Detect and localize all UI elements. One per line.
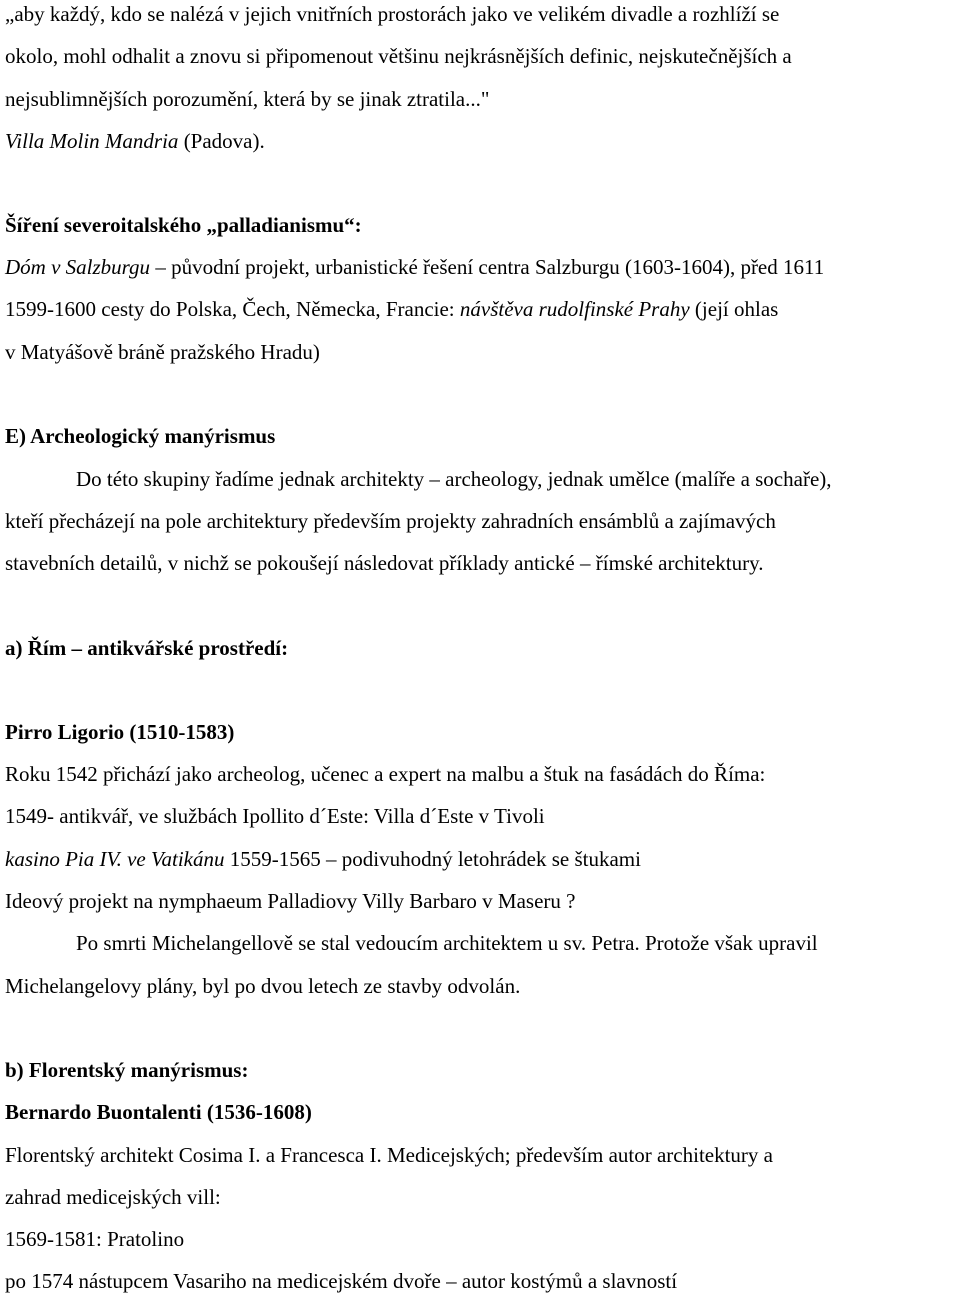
buontalenti-line-2: zahrad medicejských vill: xyxy=(5,1185,221,1209)
travels-text: 1599-1600 cesty do Polska, Čech, Německa, Francie: xyxy=(5,297,460,321)
section-heading-rome: a) Řím – antikvářské prostředí: xyxy=(5,636,289,660)
archeological-line-3: stavebních detailů, v nichž se pokoušejí následovat příklady antické – římské architektury. xyxy=(5,551,764,575)
section-heading-palladianism: Šíření severoitalského „palladianismu“: xyxy=(5,213,362,237)
buontalenti-line-1: Florentský architekt Cosima I. a Francesca I. Medicejských; především autor architektury a xyxy=(5,1143,773,1167)
palladianism-line-1 xyxy=(5,254,824,280)
quote-line-3: nejsublimnějších porozumění, která by se jinak ztratila..." xyxy=(5,87,490,111)
buontalenti-line-3: 1569-1581: Pratolino xyxy=(5,1227,185,1251)
ligorio-line-2: 1549- antikvář, ve službách Ipollito d´Este: Villa d´Este v Tivoli xyxy=(5,804,545,828)
section-heading-florence: b) Florentský manýrismus: xyxy=(5,1058,249,1082)
quote-line-1: „aby každý, kdo se nalézá v jejich vnitřních prostorách jako ve velikém divadle a rozhlíží se xyxy=(5,2,780,26)
ligorio-line-4: Ideový projekt na nymphaeum Palladiovy Villy Barbaro v Maseru ? xyxy=(5,889,576,913)
palladianism-line-2 xyxy=(5,296,778,322)
salzburg-text: – původní projekt, urbanistické řešení centra Salzburgu (1603-1604), před 1611 xyxy=(150,255,825,279)
echo-text: (její ohlas xyxy=(689,297,779,321)
archeological-line-2: kteří přecházejí na pole architektury především projekty zahradních ensámblů a zajímavých xyxy=(5,509,776,533)
casino-text: 1559-1565 – podivuhodný letohrádek se štukami xyxy=(224,847,641,871)
section-heading-archeological: E) Archeologický manýrismus xyxy=(5,424,276,448)
archeological-line-1: Do této skupiny řadíme jednak architekty – archeology, jednak umělce (malíře a sochaře), xyxy=(76,467,832,491)
quote-source-line xyxy=(5,128,265,154)
ligorio-line-6: Michelangelovy plány, byl po dvou letech ze stavby odvolán. xyxy=(5,974,521,998)
person-heading-buontalenti: Bernardo Buontalenti (1536-1608) xyxy=(5,1100,312,1124)
prague-visit: návštěva rudolfinské Prahy xyxy=(459,297,690,321)
ligorio-line-1: Roku 1542 přichází jako archeolog, učenec a expert na malbu a štuk na fasádách do Říma: xyxy=(5,762,766,786)
ligorio-line-3 xyxy=(5,846,641,872)
salzburg-cathedral: Dóm v Salzburgu xyxy=(5,255,151,279)
person-heading-ligorio: Pirro Ligorio (1510-1583) xyxy=(5,720,235,744)
buontalenti-line-4: po 1574 nástupcem Vasariho na medicejském dvoře – autor kostýmů a slavností xyxy=(5,1269,678,1293)
villa-location: (Padova). xyxy=(178,129,265,153)
villa-name: Villa Molin Mandria xyxy=(5,129,179,153)
palladianism-line-3: v Matyášově bráně pražského Hradu) xyxy=(5,340,320,364)
ligorio-line-5: Po smrti Michelangellově se stal vedoucím architektem u sv. Petra. Protože však upravil xyxy=(76,931,818,955)
quote-line-2: okolo, mohl odhalit a znovu si připomenout většinu nejkrásnějších definic, nejskutečnějších a xyxy=(5,44,792,68)
casino-pius-iv: kasino Pia IV. ve Vatikánu xyxy=(5,847,225,871)
